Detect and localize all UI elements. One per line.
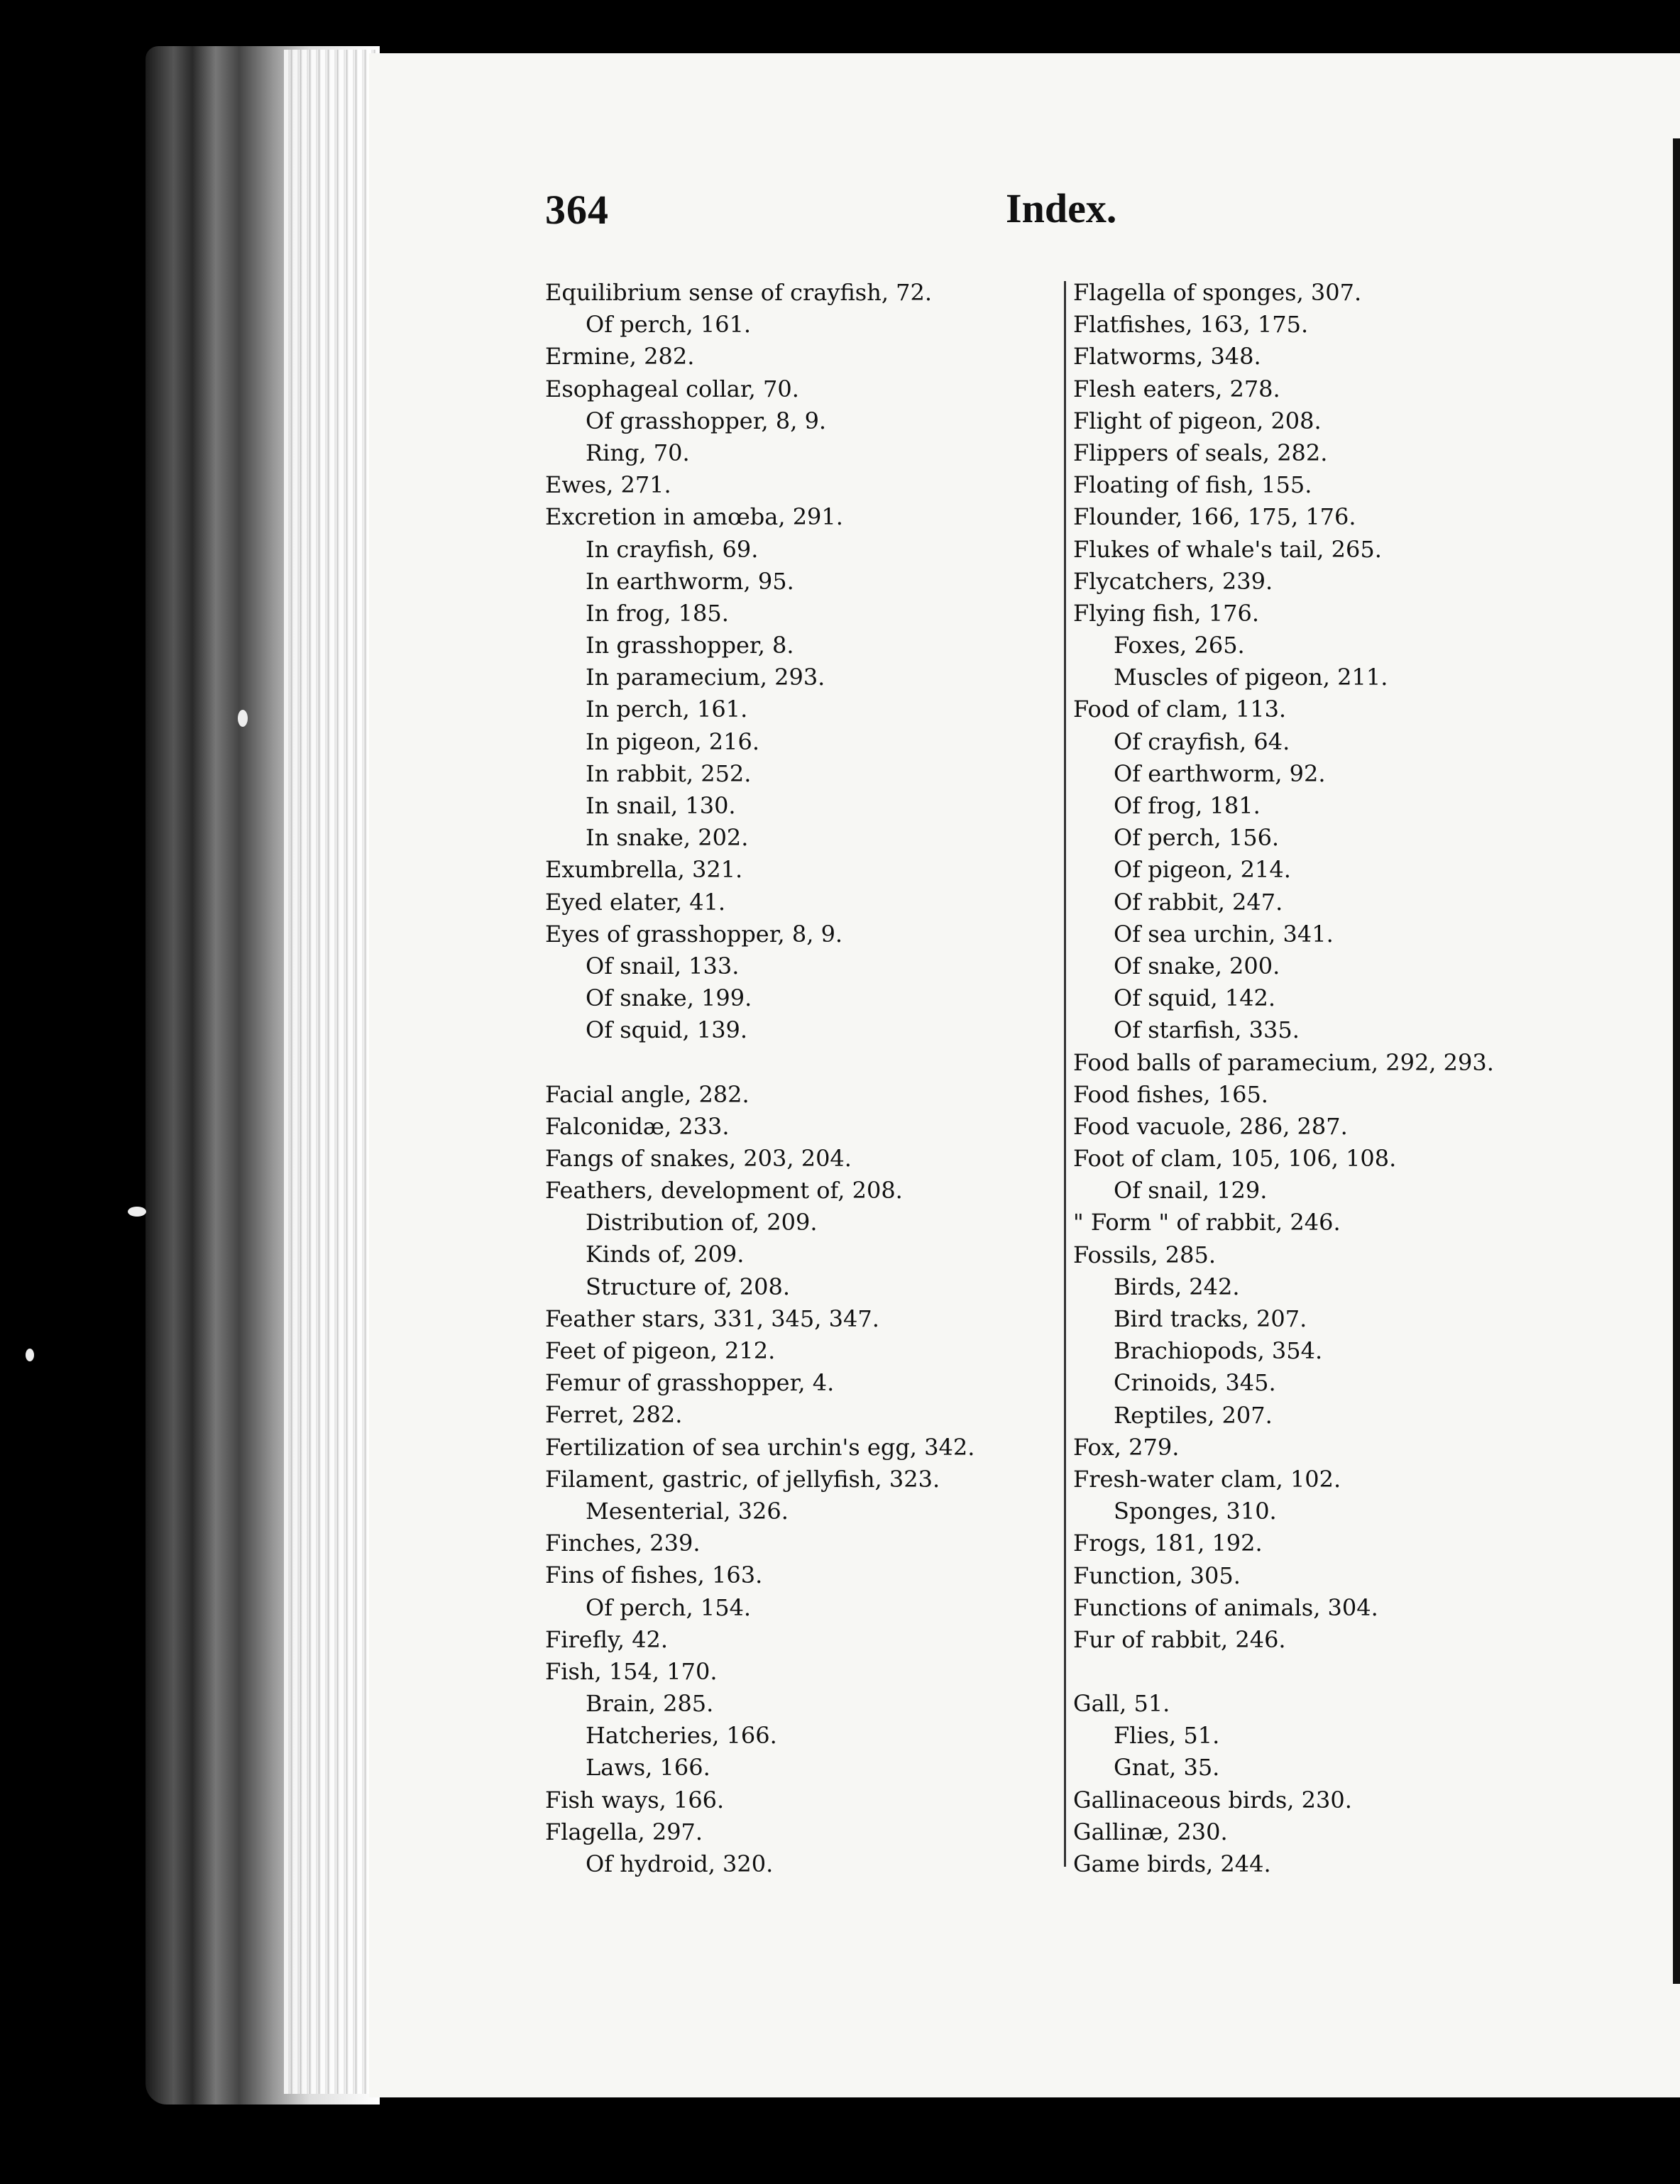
index-entry: Filament, gastric, of jellyfish, 323. (545, 1465, 940, 1493)
index-entry: Fresh-water clam, 102. (1073, 1465, 1341, 1493)
scan-speck (128, 1207, 146, 1217)
index-subentry: Of rabbit, 247. (1114, 888, 1283, 916)
index-entry: Flying fish, 176. (1073, 599, 1259, 627)
index-entry: Fur of rabbit, 246. (1073, 1625, 1286, 1653)
index-entry: Fertilization of sea urchin's egg, 342. (545, 1433, 975, 1461)
index-entry: Femur of grasshopper, 4. (545, 1369, 835, 1397)
index-subentry: Of perch, 156. (1114, 824, 1280, 852)
index-entry: Gallinæ, 230. (1073, 1818, 1228, 1845)
index-entry: Function, 305. (1073, 1562, 1241, 1589)
index-subentry: Laws, 166. (586, 1754, 710, 1782)
index-entry: Fish ways, 166. (545, 1786, 725, 1813)
index-subentry: Hatcheries, 166. (586, 1722, 777, 1750)
index-subentry: Reptiles, 207. (1114, 1401, 1273, 1429)
index-subentry: In paramecium, 293. (586, 664, 825, 691)
index-entry: Feathers, development of, 208. (545, 1177, 903, 1205)
index-subentry: Of sea urchin, 341. (1114, 920, 1334, 948)
index-entry: Flatfishes, 163, 175. (1073, 311, 1309, 339)
page-stack-edge (284, 50, 376, 2094)
index-subentry: Of snail, 133. (586, 952, 740, 979)
index-entry: Facial angle, 282. (545, 1080, 750, 1108)
index-subentry: In pigeon, 216. (586, 728, 760, 755)
scan-speck (238, 710, 248, 727)
index-subentry: Gnat, 35. (1114, 1754, 1220, 1782)
index-subentry: Of crayfish, 64. (1114, 728, 1290, 755)
index-subentry: Of pigeon, 214. (1114, 856, 1291, 884)
index-entry: " Form " of rabbit, 246. (1073, 1209, 1341, 1236)
index-subentry: Of squid, 139. (586, 1016, 748, 1044)
index-subentry: Mesenterial, 326. (586, 1497, 789, 1525)
index-subentry: Of perch, 154. (586, 1593, 752, 1621)
page-title: Index. (1006, 185, 1117, 231)
index-subentry: Crinoids, 345. (1114, 1369, 1276, 1397)
index-entry: Food vacuole, 286, 287. (1073, 1112, 1348, 1140)
index-entry: Floating of fish, 155. (1073, 471, 1312, 499)
index-column-left (545, 277, 1028, 1880)
index-entry: Esophageal collar, 70. (545, 375, 799, 402)
index-subentry: Brain, 285. (586, 1690, 714, 1718)
index-subentry: In perch, 161. (586, 696, 748, 723)
index-entry: Flesh eaters, 278. (1073, 375, 1280, 402)
page-number: 364 (545, 187, 609, 233)
index-entry: Flight of pigeon, 208. (1073, 407, 1322, 434)
index-entry: Fish, 154, 170. (545, 1657, 718, 1685)
index-entry: Exumbrella, 321. (545, 856, 743, 884)
column-divider (1064, 281, 1066, 1867)
index-subentry: Structure of, 208. (586, 1273, 791, 1300)
index-entry: Fossils, 285. (1073, 1241, 1217, 1268)
index-entry: Flagella of sponges, 307. (1073, 279, 1362, 306)
index-entry: Firefly, 42. (545, 1625, 669, 1653)
index-subentry: Flies, 51. (1114, 1722, 1220, 1750)
index-subentry: Bird tracks, 207. (1114, 1305, 1307, 1332)
index-subentry: Birds, 242. (1114, 1273, 1240, 1300)
index-entry: Gall, 51. (1073, 1690, 1170, 1718)
index-entry: Ewes, 271. (545, 471, 671, 499)
index-subentry: In earthworm, 95. (586, 567, 794, 595)
index-entry: Equilibrium sense of crayfish, 72. (545, 279, 933, 306)
index-entry: Flagella, 297. (545, 1818, 703, 1845)
index-entry: Flatworms, 348. (1073, 343, 1261, 371)
index-entry: Falconidæ, 233. (545, 1112, 730, 1140)
index-entry: Finches, 239. (545, 1530, 701, 1557)
index-entry: Foot of clam, 105, 106, 108. (1073, 1145, 1397, 1173)
index-subentry: Distribution of, 209. (586, 1209, 818, 1236)
index-subentry: Foxes, 265. (1114, 632, 1245, 659)
index-subentry: In crayfish, 69. (586, 535, 759, 563)
index-column-right (1073, 277, 1584, 1880)
index-subentry: Of perch, 161. (586, 311, 752, 339)
index-entry: Eyed elater, 41. (545, 888, 726, 916)
index-subentry: Of earthworm, 92. (1114, 759, 1326, 787)
index-entry: Fox, 279. (1073, 1433, 1180, 1461)
index-entry: Ermine, 282. (545, 343, 695, 371)
index-entry: Feather stars, 331, 345, 347. (545, 1305, 879, 1332)
index-entry: Food fishes, 165. (1073, 1080, 1268, 1108)
index-subentry: Of starfish, 335. (1114, 1016, 1300, 1044)
index-entry: Flounder, 166, 175, 176. (1073, 503, 1356, 531)
index-subentry: In snail, 130. (586, 792, 736, 819)
index-subentry: Of snail, 129. (1114, 1177, 1268, 1205)
index-subentry: Muscles of pigeon, 211. (1114, 664, 1388, 691)
index-subentry: Of snake, 200. (1114, 952, 1280, 979)
index-entry: Feet of pigeon, 212. (545, 1337, 776, 1364)
index-subentry: Kinds of, 209. (586, 1241, 745, 1268)
index-entry: Frogs, 181, 192. (1073, 1530, 1263, 1557)
index-subentry: Of grasshopper, 8, 9. (586, 407, 827, 434)
index-entry: Flippers of seals, 282. (1073, 439, 1328, 466)
index-entry: Eyes of grasshopper, 8, 9. (545, 920, 843, 948)
page-shadow (1673, 138, 1680, 1984)
index-subentry: In frog, 185. (586, 599, 729, 627)
index-subentry: Brachiopods, 354. (1114, 1337, 1323, 1365)
index-entry: Food balls of paramecium, 292, 293. (1073, 1048, 1494, 1076)
index-entry: Excretion in amœba, 291. (545, 503, 843, 531)
index-subentry: Of frog, 181. (1114, 792, 1261, 819)
index-entry: Game birds, 244. (1073, 1850, 1271, 1877)
index-entry: Fangs of snakes, 203, 204. (545, 1144, 852, 1172)
index-subentry: In rabbit, 252. (586, 759, 752, 787)
index-subentry: In snake, 202. (586, 824, 749, 852)
index-entry: Ferret, 282. (545, 1401, 683, 1429)
index-subentry: In grasshopper, 8. (586, 632, 794, 659)
index-subentry: Of hydroid, 320. (586, 1850, 774, 1877)
index-subentry: Sponges, 310. (1114, 1498, 1277, 1525)
index-subentry: Of squid, 142. (1114, 984, 1276, 1012)
index-entry: Flycatchers, 239. (1073, 567, 1273, 595)
scan-speck (26, 1349, 34, 1361)
index-entry: Functions of animals, 304. (1073, 1593, 1378, 1621)
index-entry: Flukes of whale's tail, 265. (1073, 535, 1382, 563)
index-subentry: Ring, 70. (586, 439, 690, 466)
index-subentry: Of snake, 199. (586, 984, 752, 1012)
index-entry: Fins of fishes, 163. (545, 1562, 763, 1589)
index-entry: Gallinaceous birds, 230. (1073, 1786, 1352, 1813)
index-entry: Food of clam, 113. (1073, 696, 1287, 723)
